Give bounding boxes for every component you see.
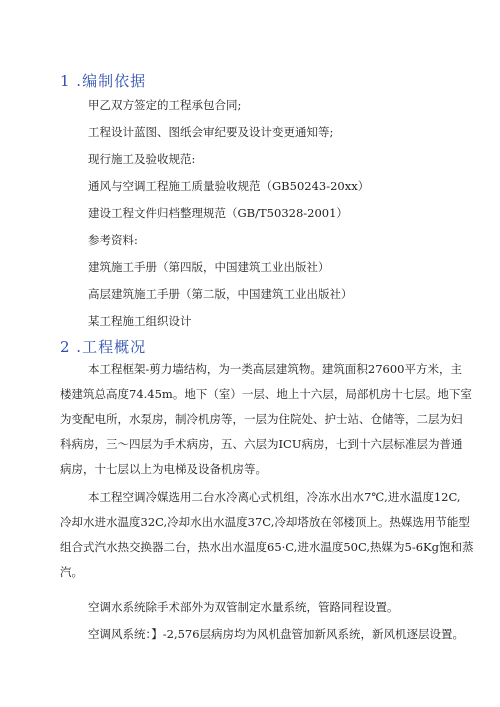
paragraph-line: 楼建筑总高度74.45m。地下（室）一层、地上十六层，局部机房十七层。地下室 [60,387,472,401]
basis-item-code-gbt50328: 建设工程文件归档整理规范（GB/T50328-2001） [88,206,348,220]
basis-item-org-design: 某工程施工组织设计 [88,314,192,328]
basis-item-handbook-4: 建筑施工手册（第四版，中国建筑工业出版社） [88,260,330,274]
overview-paragraph-air-system [60,622,465,647]
overview-paragraph-water-system [60,595,448,620]
section-2-heading: 2 .工程概况 [60,338,147,356]
paragraph-line: 为变配电所，水泵房，制冷机房等，一层为住院处、护士站、仓储等，二层为妇 [60,412,463,426]
basis-item-codes-title: 现行施工及验收规范: [88,152,196,166]
section-1-heading: 1 .编制依据 [60,72,147,90]
paragraph-line: 空调水系统除手术部外为双管制定水量系统，管路同程设置。 [88,600,399,614]
paragraph-line: 组合式汽水热交换器二台，热水出水温度65·C,进水温度50C,热媒为5-6Kg饱和蒸 [60,540,474,554]
paragraph-line: 病房，十七层以上为电梯及设备机房等。 [60,462,267,476]
paragraph-line: 汽。 [60,565,83,579]
paragraph-line: 冷却水进水温度32C,冷却水出水温度37C,冷却塔放在邻楼顶上。热媒选用节能型 [60,515,470,529]
basis-item-handbook-2: 高层建筑施工手册（第二版，中国建筑工业出版社） [88,287,353,301]
overview-paragraph-hvac-source [60,485,474,585]
overview-paragraph-structure [60,357,472,482]
basis-item-contract: 甲乙双方签定的工程承包合同; [88,98,242,112]
paragraph-line: 本工程框架-剪力墙结构，为一类高层建筑物。建筑面积27600平方米，主 [88,362,462,376]
basis-item-references: 参考资料: [88,233,138,247]
basis-item-drawings: 工程设计蓝图、图纸会审纪要及设计变更通知等; [88,125,334,139]
paragraph-line: 本工程空调冷媒选用二台水冷离心式机组，冷冻水出水7℃,进水温度12C, [88,490,461,504]
paragraph-line: 科病房，三～四层为手术病房，五、六层为ICU病房，七到十六层标准层为普通 [60,437,463,451]
paragraph-line: 空调风系统：】-2,576层病房均为风机盘管加新风系统，新风机逐层设置。 [88,627,465,641]
basis-item-code-gb50243: 通风与空调工程施工质量验收规范（GB50243-20xx） [88,179,370,193]
